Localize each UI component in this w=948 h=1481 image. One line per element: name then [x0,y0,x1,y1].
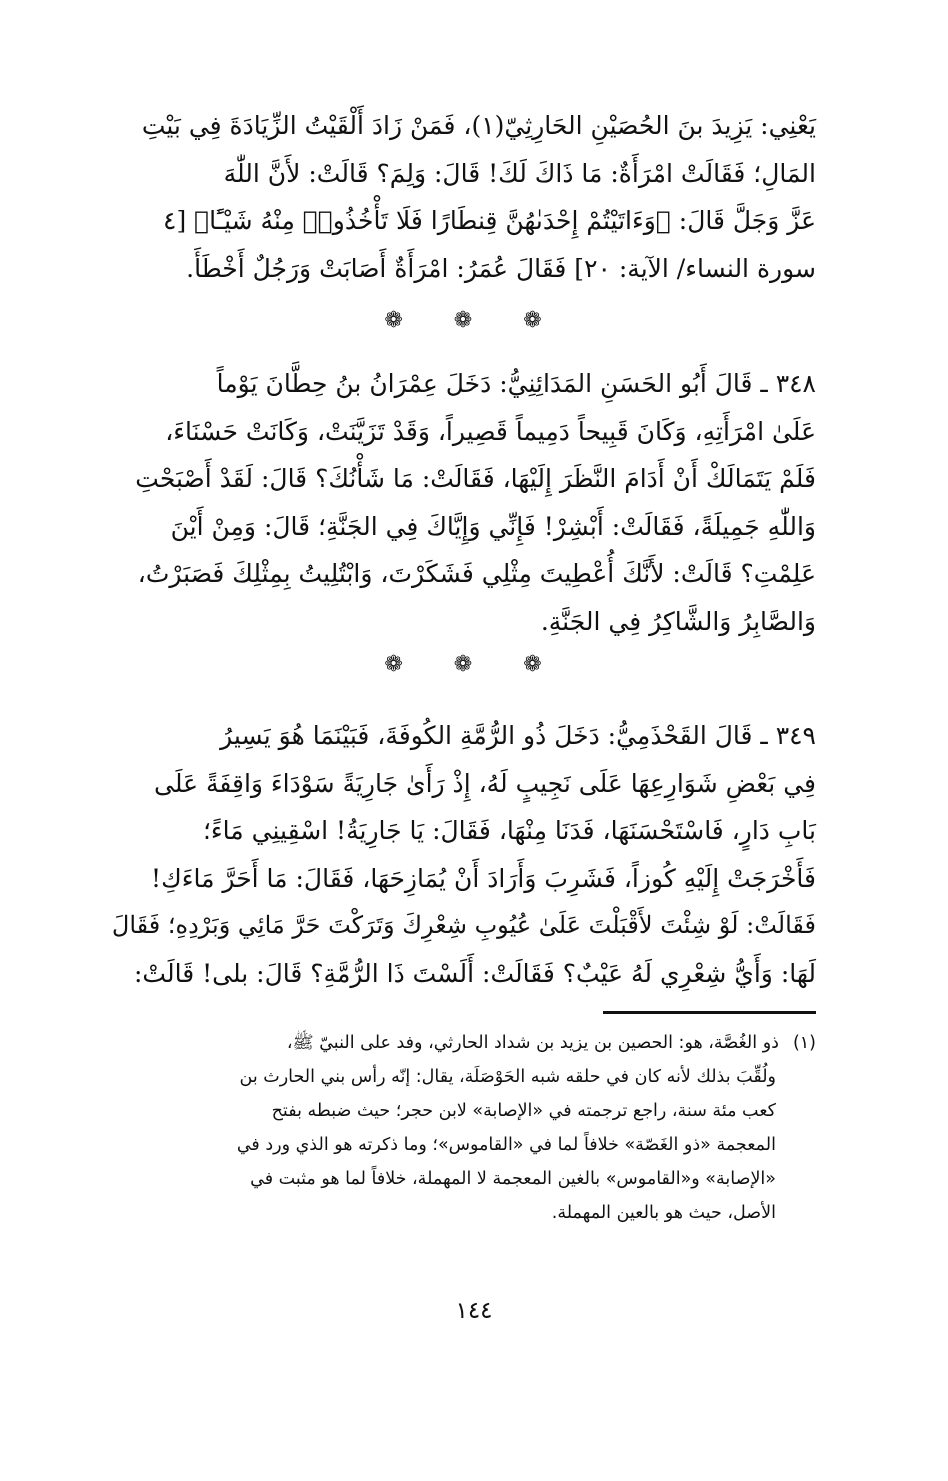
text-line: فَلَمْ يَتَمَالَكْ أَنْ أَدَامَ النَّظَرَ إِلَيْهَا، فَقَالَتْ: مَا شَأْنُكَ؟ قَالَ: لَقَدْ أَصْبَحْتِ [135,464,816,493]
text-line: وَاللّٰهِ جَمِيلَةً، فَقَالَتْ: أَبْشِرْ! فَإِنِّي وَإِيَّاكَ فِي الجَنَّةِ؛ قَالَ: وَمِنْ أَيْنَ [170,511,816,541]
footnote-line: الأصل، حيث هو بالعين المهملة. [551,1203,776,1223]
footnote-divider [603,1011,816,1014]
text-line: عَزَّ وَجَلَّ قَالَ: ﴿وَءَاتَيْتُمْ إِحْدَىٰهُنَّ قِنطَارًا فَلَا تَأْخُذُوا۟ مِنْهُ شَيْـًٔا﴾ [٤ [163,206,816,235]
footnote-line [108,1026,816,1060]
section-separator: ❁ ❁ ❁ [384,652,564,677]
text-line: سورة النساء/ الآية: ٢٠] فَقَالَ عُمَرُ: امْرَأَةٌ أَصَابَتْ وَرَجُلٌ أَخْطَأَ. [186,253,816,283]
text-line: ٣٤٨ ـ قَالَ أَبُو الحَسَنِ المَدَائِنِيُّ: دَخَلَ عِمْرَانُ بنُ حِطَّانَ يَوْماً [216,369,816,398]
footnote-line: المعجمة «ذو الغَصّة» خلافاً لما في «القاموس»؛ وما ذكرته هو الذي ورد في [236,1135,776,1155]
anecdote-348 [108,360,816,645]
intro-paragraph [108,102,816,292]
footnote-line: كعب مئة سنة، راجع ترجمته في «الإصابة» لابن حجر؛ حيث ضبطه بفتح [271,1101,776,1121]
text-line: عَلِمْتِ؟ قَالَتْ: لأَنَّكَ أُعْطِيتَ مِثْلِي فَشَكَرْتَ، وَابْتُلِيتُ بِمِثْلِكَ فَصَبَرْتُ، [137,559,816,588]
anecdote-349 [108,712,816,997]
footnote-line: ولُقِّبَ بذلك لأنه كان في حلقه شبه الحَوْصَلَة، يقال: إنّه رأس بني الحارث بن [239,1067,776,1087]
text-line: ٣٤٩ ـ قَالَ القَحْذَمِيُّ: دَخَلَ ذُو الرُّمَّةِ الكُوفَةَ، فَبَيْنَمَا هُوَ يَسِيرُ [220,721,816,750]
text-line: المَالِ؛ فَقَالَتْ امْرَأَةٌ: مَا ذَاكَ لَكَ! قَالَ: وَلِمَ؟ قَالَتْ: لأَنَّ اللّٰهَ [223,158,816,188]
page-number: ١٤٤ [455,1298,493,1324]
text-line: فَقَالَتْ: لَوْ شِئْتَ لأَقْبَلْتَ عَلَىٰ عُيُوبِ شِعْرِكَ وَتَرَكْتَ حَرَّ مَائِي وَبَرْدِهِ؛ فَقَالَ [111,911,816,939]
text-line: فِي بَعْضِ شَوَارِعِهَا عَلَى نَجِيبٍ لَهُ، إِذْ رَأَىٰ جَارِيَةً سَوْدَاءَ وَاقِفَةً عَلَى [153,768,816,798]
text-line: بَابِ دَارٍ، فَاسْتَحْسَنَهَا، فَدَنَا مِنْهَا، فَقَالَ: يَا جَارِيَةُ! اسْقِينِي مَاءً؛ [202,816,816,845]
footnote-marker: (١) [792,1033,816,1053]
text-line: وَالصَّابِرُ وَالشَّاكِرُ فِي الجَنَّةِ. [540,606,816,636]
footnote-text: ذو الغُصَّة، هو: الحصين بن يزيد بن شداد الحارثي، وفد على النبيّ ﷺ، [286,1033,779,1053]
text-line: يَعْنِي: يَزِيدَ بنَ الحُصَيْنِ الحَارِثِيّ(١)، فَمَنْ زَادَ أَلْقَيْتُ الزِّيَادَةَ فِي بَيْتِ [141,111,816,140]
footnote-line: «الإصابة» و«القاموس» بالغين المعجمة لا المهملة، خلافاً لما هو مثبت في [250,1169,776,1189]
text-line: لَهَا: وَأَيُّ شِعْرِي لَهُ عَيْبٌ؟ فَقَالَتْ: أَلَسْتَ ذَا الرُّمَّةِ؟ قَالَ: بلى! قَالَتْ: [134,958,816,988]
text-line: عَلَىٰ امْرَأَتِهِ، وَكَانَ قَبِيحاً دَمِيماً قَصِيراً، وَقَدْ تَزَيَّنَتْ، وَكَانَتْ حَسْنَاءَ، [165,416,816,446]
text-line: فَأَخْرَجَتْ إِلَيْهِ كُوزاً، فَشَرِبَ وَأَرَادَ أَنْ يُمَازِحَهَا، فَقَالَ: مَا أَحَرَّ مَاءَكِ! [151,863,816,893]
section-separator: ❁ ❁ ❁ [384,308,564,333]
footnote [108,1026,816,1230]
